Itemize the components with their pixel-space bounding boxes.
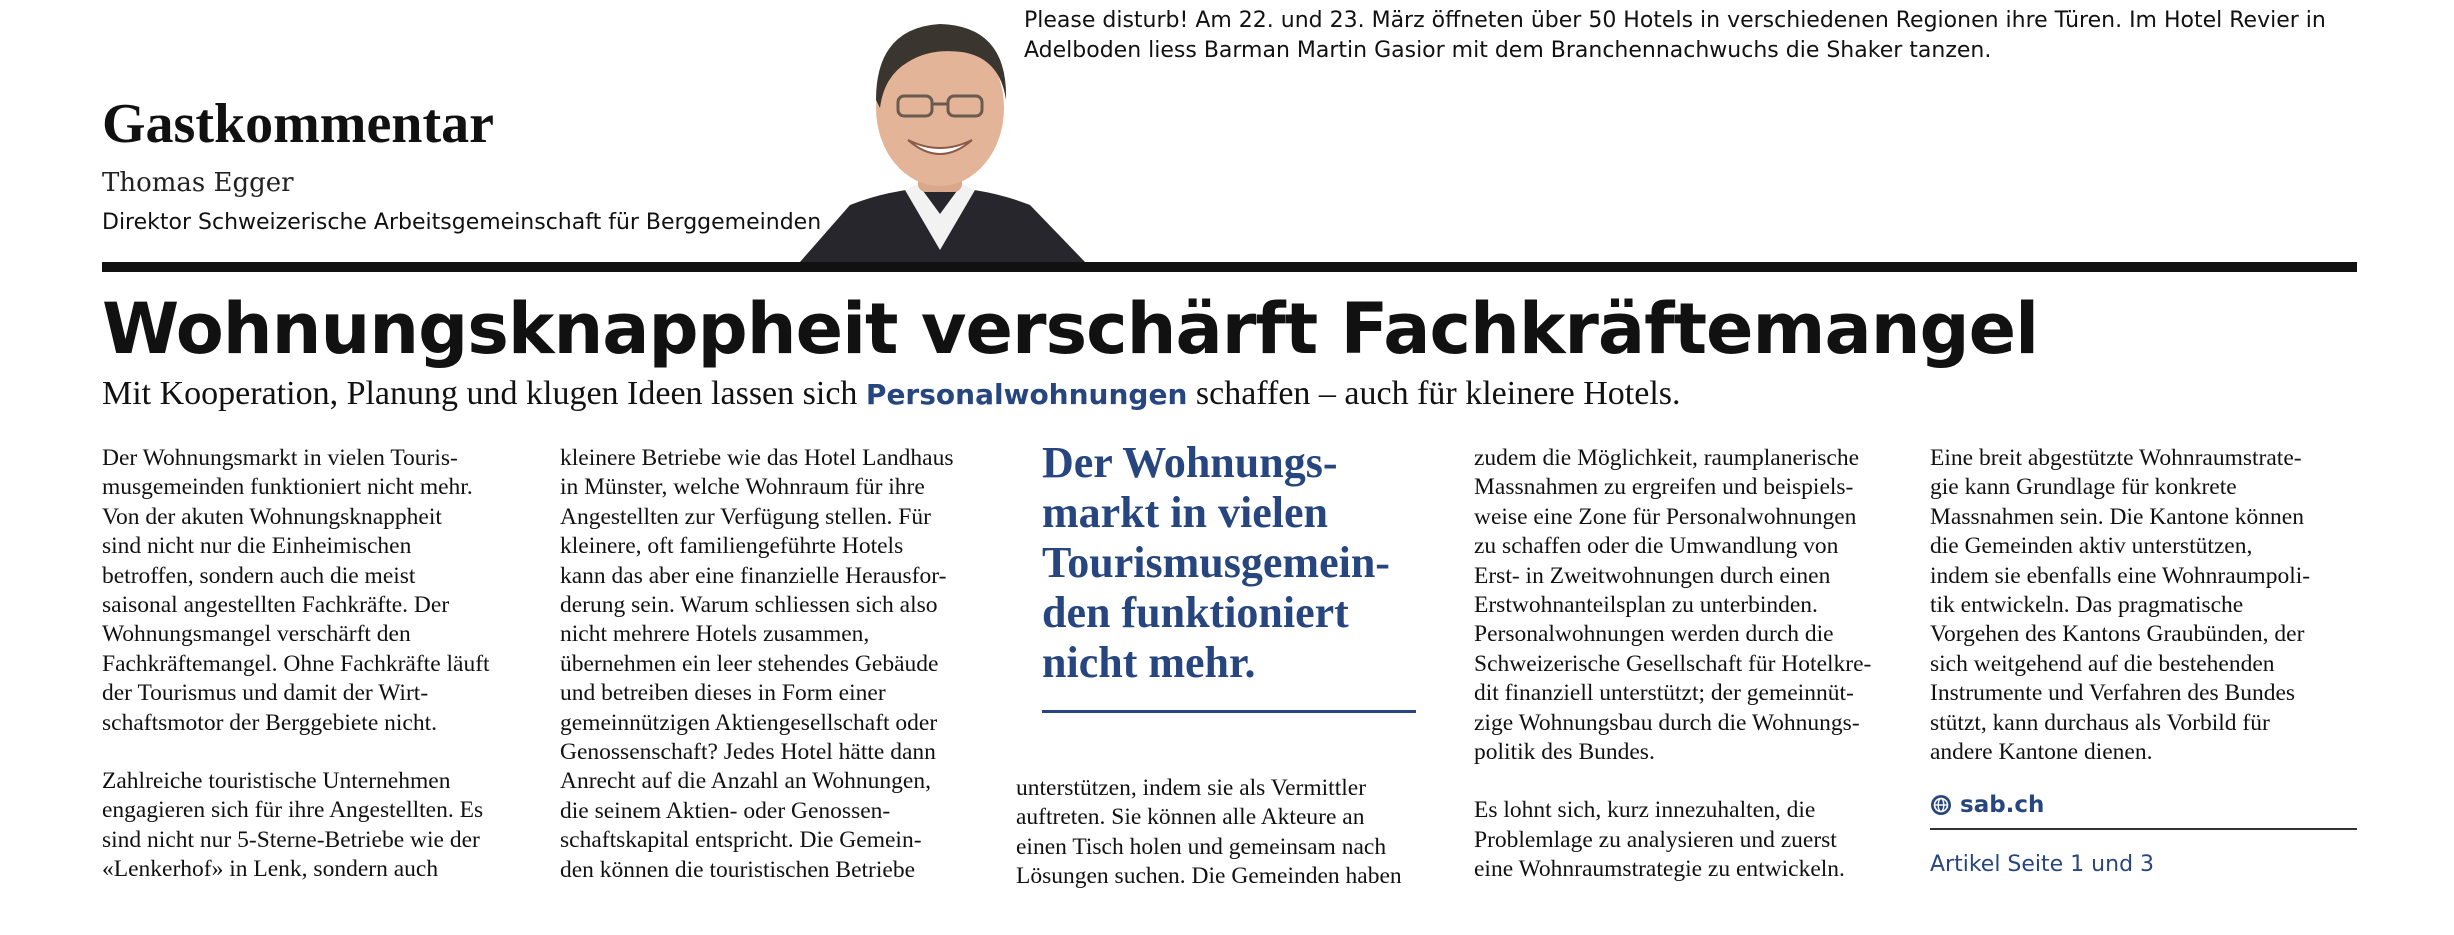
body-column-5 [1930,444,2360,767]
body-paragraph: unterstützen, indem sie als Vermittler auftreten. Sie können alle Akteure an einen Tisch holen und gemeinsam nach Lösungen suchen. Die Gemeinden haben [1016,775,1402,890]
pull-quote: Der Wohnungs- markt in vielen Tourismusgemein- den funktioniert nicht mehr. [1042,438,1390,687]
subtitle-highlight: Personalwohnungen [865,378,1188,411]
body-paragraph: Der Wohnungsmarkt in vielen Touris- musgemeinden funktioniert nicht mehr. Von der akuten Wohnungsknappheit sind nicht nur die Einheimischen betroffen, sondern auch die meist saisonal angestellten Fachkräfte. Der Wohnungsmangel verschärft den Fachkräftemangel. Ohne Fachkräfte läuft der Tourismus und damit der Wirt- schaftsmotor der Berggebiete nicht. [102,445,490,736]
body-paragraph: zudem die Möglichkeit, raumplanerische Massnahmen zu ergreifen und beispiels- weise eine Zone für Personalwohnungen zu schaffen oder die Umwandlung von Erst- in Zweitwohnungen durch einen Erstwohnanteilsplan zu unterbinden. Personalwohnungen werden durch die Schweizerische Gesellschaft für Hotelkre- dit finanziell unterstützt; der gemeinnüt- zige Wohnungsbau durch die Wohnungs- politik des Bundes. [1474,445,1872,766]
pull-quote-rule [1042,710,1416,713]
body-paragraph: Eine breit abgestützte Wohnraumstrate- gie kann Grundlage für konkrete Massnahmen sein. Die Kantone können die Gemeinden aktiv unterstützen, indem sie ebenfalls eine Wohnraumpoli- tik entwickeln. Das pragmatische Vorgehen des Kantons Graubünden, der sich weitgehend auf die bestehenden Instrumente und Verfahren des Bundes stützt, kann durchaus als Vorbild für andere Kantone dienen. [1930,445,2311,766]
article-headline: Wohnungsknappheit verschärft Fachkräftemangel [102,288,2039,370]
body-column-2 [560,444,1000,885]
body-column-4 [1474,444,1914,885]
body-paragraph: Zahlreiche touristische Unternehmen engagieren sich für ihre Angestellten. Es sind nicht nur 5-Sterne-Betriebe wie der «Lenkerhof» in Lenk, sondern auch [102,768,484,883]
website-label[interactable]: sab.ch [1960,792,2045,818]
website-link[interactable] [1930,792,2044,818]
body-column-1 [102,444,542,885]
footer-divider [1930,828,2357,830]
subtitle-end: schaffen – auch für kleinere Hotels. [1187,375,1681,412]
body-column-3 [1016,774,1456,892]
body-paragraph: kleinere Betriebe wie das Hotel Landhaus in Münster, welche Wohnraum für ihre Angestellten zur Verfügung stellen. Für kleinere, oft familiengeführte Hotels kann das aber eine finanzielle Herausfor- derung sein. Warum schliessen sich also nicht mehrere Hotels zusammen, übernehmen ein leer stehendes Gebäude und betreiben dieses in Form einer gemeinnützigen Aktiengesellschaft oder Genossenschaft? Jedes Hotel hätte dann Anrecht auf die Anzahl an Wohnungen, die seinem Aktien- oder Genossen- schaftskapital entspricht. Die Gemein- den können die touristischen Betriebe [560,445,954,883]
author-portrait [780,0,1100,262]
section-kicker: Gastkommentar [102,93,494,155]
author-role: Direktor Schweizerische Arbeitsgemeinschaft für Berggemeinden [102,210,822,235]
header-divider [102,262,2357,272]
article-reference: Artikel Seite 1 und 3 [1930,852,2155,877]
author-name: Thomas Egger [102,168,294,198]
article-subtitle [102,372,1681,417]
body-paragraph: Es lohnt sich, kurz innezuhalten, die Problemlage zu analysieren und zuerst eine Wohnraumstrategie zu entwickeln. [1474,797,1845,883]
photo-caption: Please disturb! Am 22. und 23. März öffneten über 50 Hotels in verschiedenen Regionen ihre Türen. Im Hotel Revier in Adelboden liess Barman Martin Gasior mit dem Branchennachwuchs die Shaker tanzen. [1024,8,2326,63]
globe-icon [1930,794,1952,816]
subtitle-start: Mit Kooperation, Planung und klugen Ideen lassen sich [102,375,866,412]
